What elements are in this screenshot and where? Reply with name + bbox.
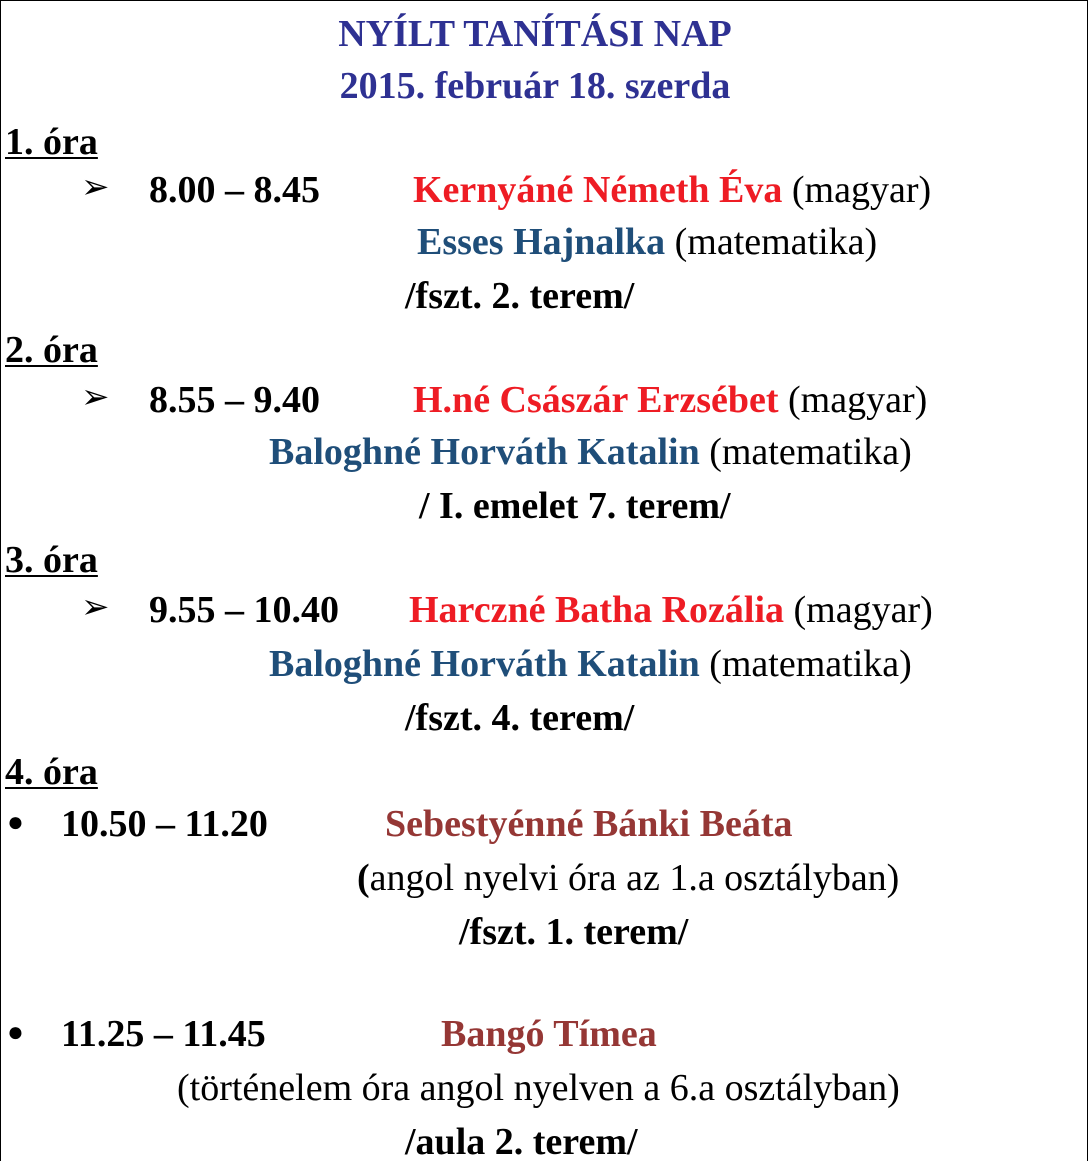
lesson-1-teacher-line bbox=[413, 171, 931, 209]
lesson-1-subject-1: (magyar) bbox=[791, 169, 932, 211]
arrow-bullet-icon: ➢ bbox=[81, 169, 110, 206]
lesson-4a-room: /fszt. 1. terem/ bbox=[459, 911, 689, 953]
lesson-1-teacher-2: Esses Hajnalka bbox=[417, 221, 666, 263]
lesson-4a-teacher: Sebestyénné Bánki Beáta bbox=[385, 803, 793, 845]
lesson-2-teacher-line-2 bbox=[269, 433, 912, 471]
lesson-3-time: 9.55 – 10.40 bbox=[149, 589, 339, 631]
lesson-4a-note: angol nyelvi óra az 1.a osztályban) bbox=[369, 857, 900, 899]
lesson-1-teacher-1: Kernyáné Németh Éva bbox=[413, 169, 783, 211]
lesson-2-label: 2. óra bbox=[5, 329, 98, 371]
lesson-1-time: 8.00 – 8.45 bbox=[149, 169, 320, 211]
lesson-2-subject-1: (magyar) bbox=[788, 379, 928, 421]
lesson-1-teacher-line-2 bbox=[417, 223, 877, 261]
lesson-4b-room: /aula 2. terem/ bbox=[405, 1121, 638, 1163]
arrow-bullet-icon: ➢ bbox=[81, 589, 110, 626]
lesson-4-label: 4. óra bbox=[5, 751, 98, 793]
lesson-1-label: 1. óra bbox=[5, 121, 98, 163]
lesson-4b-time: 11.25 – 11.45 bbox=[61, 1013, 266, 1055]
lesson-1-room: /fszt. 2. terem/ bbox=[405, 275, 635, 317]
lesson-4b-teacher: Bangó Tímea bbox=[441, 1013, 657, 1055]
lesson-3-teacher-2: Baloghné Horváth Katalin bbox=[269, 643, 700, 685]
lesson-3-teacher-line-2 bbox=[269, 645, 912, 683]
lesson-3-subject-1: (magyar) bbox=[793, 589, 933, 631]
arrow-bullet-icon: ➢ bbox=[81, 379, 110, 416]
lesson-4a-note-line bbox=[357, 859, 899, 897]
lesson-3-subject-2: (matematika) bbox=[709, 643, 912, 685]
lesson-2-teacher-line bbox=[413, 381, 927, 419]
lesson-3-room: /fszt. 4. terem/ bbox=[405, 697, 635, 739]
lesson-4a-paren: ( bbox=[357, 857, 370, 899]
page-title: NYÍLT TANÍTÁSI NAP bbox=[338, 13, 732, 55]
lesson-3-label: 3. óra bbox=[5, 539, 98, 581]
lesson-3-teacher-line bbox=[409, 591, 933, 629]
round-bullet-icon: ● bbox=[7, 1017, 24, 1048]
lesson-3-teacher-1: Harczné Batha Rozália bbox=[409, 589, 785, 631]
lesson-2-room: / I. emelet 7. terem/ bbox=[419, 485, 731, 527]
lesson-2-teacher-2: Baloghné Horváth Katalin bbox=[269, 431, 700, 473]
lesson-4a-time: 10.50 – 11.20 bbox=[61, 803, 268, 845]
round-bullet-icon: ● bbox=[7, 807, 24, 838]
lesson-4b-note: (történelem óra angol nyelven a 6.a osztályban) bbox=[177, 1067, 900, 1109]
lesson-2-teacher-1: H.né Császár Erzsébet bbox=[413, 379, 779, 421]
page-date: 2015. február 18. szerda bbox=[339, 65, 731, 107]
lesson-2-time: 8.55 – 9.40 bbox=[149, 379, 320, 421]
lesson-2-subject-2: (matematika) bbox=[709, 431, 912, 473]
lesson-1-subject-2: (matematika) bbox=[674, 221, 878, 263]
